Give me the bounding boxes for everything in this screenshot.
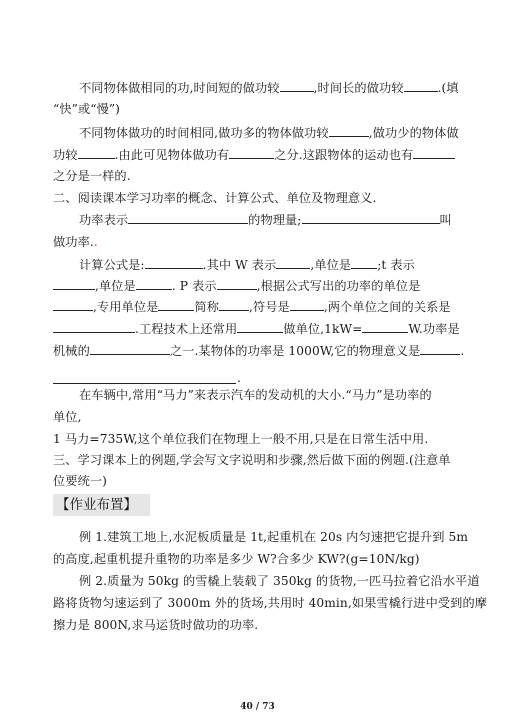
fill-blank[interactable]	[145, 256, 203, 269]
fill-blank-long[interactable]	[53, 383, 236, 384]
section-heading: 三、学习课本上的例题,学会写文字说明和步骤,然后做下面的例题.(注意单	[53, 453, 451, 467]
text-line: 计算公式是: .其中 W 表示 ,单位是 ;t 表示	[79, 258, 415, 272]
text-line: 做功率..	[53, 235, 98, 249]
text-line: 1 马力=735W,这个单位我们在物理上一般不用,只是在日常生活中用.	[53, 432, 429, 446]
fill-blank[interactable]	[90, 342, 170, 355]
section-heading: 二、阅读课本学习功率的概念、计算公式、单位及物理意义.	[53, 191, 377, 205]
example-2-cont: 路将货物匀速运到了 3000m 外的货场,共用时 40min,如果雪橇行进中受到的摩	[53, 596, 488, 610]
fill-blank[interactable]	[136, 277, 172, 290]
text-line: “快”或“慢”)	[53, 102, 121, 116]
page-number: 40 / 73	[240, 702, 275, 712]
text-line: 之分是一样的.	[53, 169, 131, 183]
fill-blank[interactable]	[53, 277, 95, 290]
text-line: .工程技术上还常用 做单位,1kW= W.功率是	[53, 320, 460, 338]
fill-blank[interactable]	[158, 298, 194, 311]
fill-blank[interactable]	[237, 320, 283, 333]
text-line: 功率表示 的物理量; 叫	[79, 213, 452, 227]
text-line: 功较 .由此可见物体做功有 之分.这跟物体的运动也有	[53, 146, 455, 164]
fill-blank[interactable]	[78, 146, 115, 159]
fill-blank[interactable]	[404, 79, 438, 92]
fill-blank[interactable]	[302, 211, 440, 224]
fill-blank[interactable]	[413, 146, 455, 159]
fill-blank[interactable]	[128, 211, 248, 224]
example-2: 例 2.质量为 50kg 的雪橇上装载了 350kg 的货物,一匹马拉着它沿水平道	[79, 574, 480, 588]
text-line: 位要统一)	[53, 474, 108, 488]
fill-blank[interactable]	[53, 298, 93, 311]
example-1: 例 1.建筑工地上,水泥板质量是 1t,起重机在 20s 内匀速把它提升到 5m	[79, 530, 468, 544]
fill-blank[interactable]	[351, 256, 377, 269]
fill-blank[interactable]	[229, 146, 274, 159]
text-line: 在车辆中,常用“马力”来表示汽车的发动机的大小.“马力”是功率的	[79, 388, 432, 402]
text-line: 不同物体做功的时间相同,做功多的物体做功较 ,做功少的物体做	[79, 126, 459, 140]
fill-blank[interactable]	[420, 342, 460, 355]
text-line: ,单位是 . P 表示 ,根据公式写出的功率的单位是	[53, 277, 420, 295]
example-1-cont: 的高度,起重机提升重物的功率是多少 W?合多少 KW?(g=10N/kg)	[53, 552, 420, 566]
fill-blank[interactable]	[362, 320, 408, 333]
text-line: 单位,	[53, 410, 82, 424]
fill-blank[interactable]	[53, 320, 135, 333]
fill-blank[interactable]	[276, 256, 310, 269]
homework-heading: 【作业布置】	[53, 494, 150, 516]
text-line: ,专用单位是 简称 ,符号是 ,两个单位之间的关系是	[53, 298, 451, 316]
fill-blank[interactable]	[329, 124, 369, 137]
text-line: 不同物体做相同的功,时间短的做功较 ,时间长的做功较 .(填	[79, 81, 459, 95]
text-line: 机械的 之一.某物体的功率是 1000W,它的物理意义是 .	[53, 344, 465, 358]
fill-blank[interactable]	[217, 277, 257, 290]
text-line: .	[237, 371, 241, 385]
fill-blank[interactable]	[290, 298, 324, 311]
fill-blank[interactable]	[280, 79, 314, 92]
fill-blank[interactable]	[219, 298, 249, 311]
example-2-cont: 擦力是 800N,求马运货时做功的功率.	[53, 618, 259, 632]
